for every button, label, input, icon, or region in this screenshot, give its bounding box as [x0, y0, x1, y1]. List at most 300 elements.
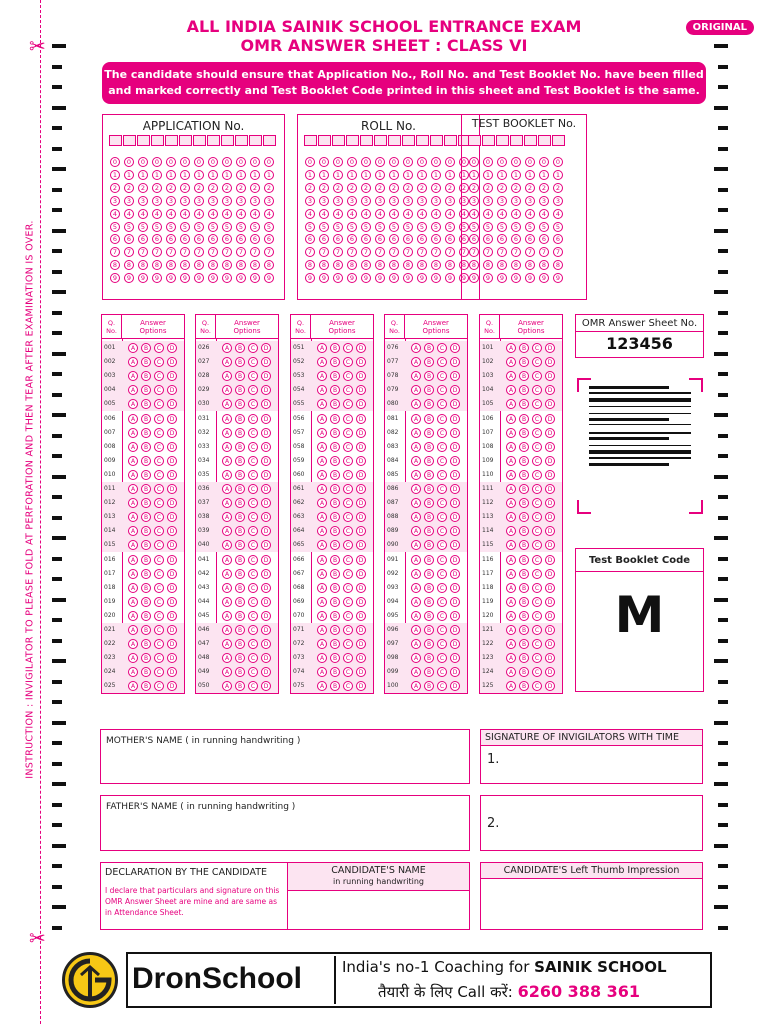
option-bubble-a[interactable]: A — [506, 667, 516, 677]
digit-bubble[interactable]: 5 — [194, 222, 204, 232]
digit-bubble[interactable]: 4 — [166, 209, 176, 219]
option-bubble-b[interactable]: B — [519, 625, 529, 635]
option-bubble-b[interactable]: B — [235, 639, 245, 649]
option-bubble-c[interactable]: C — [154, 498, 164, 508]
option-bubble-c[interactable]: C — [248, 470, 258, 480]
digit-bubble[interactable]: 2 — [445, 183, 455, 193]
option-bubble-d[interactable]: D — [545, 343, 555, 353]
answer-row[interactable] — [102, 665, 184, 679]
digit-bubble[interactable]: 1 — [124, 170, 134, 180]
option-bubble-c[interactable]: C — [532, 470, 542, 480]
option-bubble-d[interactable]: D — [450, 399, 460, 409]
option-bubble-c[interactable]: C — [343, 470, 353, 480]
digit-bubble[interactable]: 3 — [250, 196, 260, 206]
option-bubble-c[interactable]: C — [154, 414, 164, 424]
option-bubble-c[interactable]: C — [343, 498, 353, 508]
digit-bubble[interactable]: 9 — [497, 273, 507, 283]
option-bubble-b[interactable]: B — [235, 470, 245, 480]
option-bubble-b[interactable]: B — [519, 343, 529, 353]
option-bubble-d[interactable]: D — [261, 470, 271, 480]
digit-entry-cell[interactable] — [538, 135, 551, 146]
answer-row[interactable] — [385, 397, 467, 411]
option-bubble-d[interactable]: D — [167, 681, 177, 691]
option-bubble-c[interactable]: C — [154, 428, 164, 438]
digit-bubble[interactable]: 8 — [539, 260, 549, 270]
digit-bubble[interactable]: 5 — [469, 222, 479, 232]
digit-bubble[interactable]: 0 — [152, 157, 162, 167]
option-bubble-b[interactable]: B — [424, 414, 434, 424]
option-bubble-b[interactable]: B — [330, 414, 340, 424]
digit-bubble[interactable]: 5 — [539, 222, 549, 232]
option-bubble-a[interactable]: A — [506, 498, 516, 508]
option-bubble-a[interactable]: A — [506, 442, 516, 452]
option-bubble-a[interactable]: A — [128, 526, 138, 536]
answer-row[interactable] — [385, 369, 467, 383]
option-bubble-b[interactable]: B — [424, 569, 434, 579]
option-bubble-d[interactable]: D — [261, 583, 271, 593]
option-bubble-a[interactable]: A — [411, 526, 421, 536]
answer-row[interactable] — [291, 397, 373, 411]
option-bubble-c[interactable]: C — [248, 526, 258, 536]
answer-row[interactable] — [196, 482, 278, 496]
option-bubble-a[interactable]: A — [317, 371, 327, 381]
option-bubble-c[interactable]: C — [343, 399, 353, 409]
option-bubble-b[interactable]: B — [424, 611, 434, 621]
answer-column[interactable] — [195, 314, 279, 694]
option-bubble-d[interactable]: D — [356, 625, 366, 635]
answer-row[interactable] — [291, 651, 373, 665]
digit-bubble[interactable]: 4 — [333, 209, 343, 219]
option-bubble-d[interactable]: D — [545, 639, 555, 649]
option-bubble-b[interactable]: B — [330, 653, 340, 663]
digit-bubble[interactable]: 7 — [222, 247, 232, 257]
option-bubble-d[interactable]: D — [167, 540, 177, 550]
option-bubble-a[interactable]: A — [317, 611, 327, 621]
option-bubble-d[interactable]: D — [545, 470, 555, 480]
answer-row[interactable] — [385, 538, 467, 552]
option-bubble-b[interactable]: B — [424, 639, 434, 649]
option-bubble-d[interactable]: D — [261, 399, 271, 409]
digit-bubble[interactable]: 8 — [417, 260, 427, 270]
option-bubble-c[interactable]: C — [248, 611, 258, 621]
digit-bubble[interactable]: 1 — [539, 170, 549, 180]
option-bubble-d[interactable]: D — [450, 357, 460, 367]
option-bubble-d[interactable]: D — [450, 371, 460, 381]
option-bubble-d[interactable]: D — [261, 357, 271, 367]
option-bubble-c[interactable]: C — [532, 583, 542, 593]
answer-row[interactable] — [385, 355, 467, 369]
digit-bubble[interactable]: 7 — [511, 247, 521, 257]
digit-bubble[interactable]: 7 — [347, 247, 357, 257]
option-bubble-a[interactable]: A — [411, 498, 421, 508]
digit-bubble[interactable]: 4 — [483, 209, 493, 219]
digit-bubble[interactable]: 1 — [333, 170, 343, 180]
answer-row[interactable] — [480, 609, 562, 623]
digit-bubble[interactable]: 5 — [497, 222, 507, 232]
answer-row[interactable] — [480, 454, 562, 468]
option-bubble-a[interactable]: A — [317, 625, 327, 635]
option-bubble-b[interactable]: B — [330, 512, 340, 522]
digit-bubble[interactable]: 4 — [431, 209, 441, 219]
digit-bubble[interactable]: 2 — [305, 183, 315, 193]
answer-row[interactable] — [291, 482, 373, 496]
digit-bubble[interactable]: 6 — [138, 234, 148, 244]
option-bubble-c[interactable]: C — [248, 371, 258, 381]
answer-row[interactable] — [102, 679, 184, 693]
option-bubble-d[interactable]: D — [545, 526, 555, 536]
digit-bubble[interactable]: 8 — [250, 260, 260, 270]
answer-row[interactable] — [480, 553, 562, 567]
option-bubble-c[interactable]: C — [532, 512, 542, 522]
digit-bubble[interactable]: 0 — [166, 157, 176, 167]
digit-bubble[interactable]: 3 — [497, 196, 507, 206]
digit-bubble[interactable]: 4 — [124, 209, 134, 219]
answer-row[interactable] — [196, 609, 278, 623]
answer-row[interactable] — [291, 595, 373, 609]
answer-row[interactable] — [291, 468, 373, 482]
option-bubble-a[interactable]: A — [411, 611, 421, 621]
option-bubble-a[interactable]: A — [411, 442, 421, 452]
option-bubble-a[interactable]: A — [317, 653, 327, 663]
option-bubble-d[interactable]: D — [450, 569, 460, 579]
option-bubble-c[interactable]: C — [154, 555, 164, 565]
option-bubble-d[interactable]: D — [450, 456, 460, 466]
digit-bubble[interactable]: 6 — [525, 234, 535, 244]
digit-bubble[interactable]: 0 — [124, 157, 134, 167]
option-bubble-c[interactable]: C — [532, 385, 542, 395]
option-bubble-b[interactable]: B — [141, 540, 151, 550]
option-bubble-b[interactable]: B — [424, 343, 434, 353]
digit-bubble[interactable]: 1 — [497, 170, 507, 180]
option-bubble-a[interactable]: A — [506, 385, 516, 395]
digit-bubble[interactable]: 7 — [469, 247, 479, 257]
answer-row[interactable] — [291, 426, 373, 440]
option-bubble-a[interactable]: A — [506, 526, 516, 536]
option-bubble-c[interactable]: C — [343, 385, 353, 395]
answer-column[interactable] — [290, 314, 374, 694]
option-bubble-b[interactable]: B — [235, 343, 245, 353]
option-bubble-c[interactable]: C — [248, 555, 258, 565]
digit-bubble[interactable]: 6 — [459, 234, 469, 244]
option-bubble-b[interactable]: B — [424, 385, 434, 395]
answer-column[interactable] — [479, 314, 563, 694]
option-bubble-c[interactable]: C — [532, 428, 542, 438]
option-bubble-c[interactable]: C — [154, 385, 164, 395]
option-bubble-a[interactable]: A — [222, 484, 232, 494]
option-bubble-a[interactable]: A — [317, 597, 327, 607]
option-bubble-b[interactable]: B — [519, 653, 529, 663]
option-bubble-a[interactable]: A — [506, 611, 516, 621]
option-bubble-a[interactable]: A — [411, 625, 421, 635]
answer-row[interactable] — [480, 496, 562, 510]
answer-row[interactable] — [480, 426, 562, 440]
option-bubble-b[interactable]: B — [330, 385, 340, 395]
option-bubble-a[interactable]: A — [317, 414, 327, 424]
option-bubble-c[interactable]: C — [248, 597, 258, 607]
option-bubble-d[interactable]: D — [356, 357, 366, 367]
option-bubble-d[interactable]: D — [261, 667, 271, 677]
option-bubble-b[interactable]: B — [141, 597, 151, 607]
digit-bubble[interactable]: 4 — [110, 209, 120, 219]
option-bubble-c[interactable]: C — [437, 428, 447, 438]
option-bubble-c[interactable]: C — [154, 526, 164, 536]
digit-bubble[interactable]: 4 — [152, 209, 162, 219]
option-bubble-b[interactable]: B — [141, 456, 151, 466]
option-bubble-a[interactable]: A — [317, 442, 327, 452]
digit-bubble[interactable]: 1 — [417, 170, 427, 180]
answer-row[interactable] — [102, 454, 184, 468]
option-bubble-c[interactable]: C — [154, 653, 164, 663]
option-bubble-b[interactable]: B — [519, 526, 529, 536]
option-bubble-d[interactable]: D — [167, 498, 177, 508]
digit-bubble[interactable]: 4 — [403, 209, 413, 219]
answer-row[interactable] — [102, 609, 184, 623]
answer-row[interactable] — [385, 665, 467, 679]
option-bubble-c[interactable]: C — [437, 681, 447, 691]
digit-entry-cell[interactable] — [207, 135, 220, 146]
option-bubble-a[interactable]: A — [128, 484, 138, 494]
option-bubble-a[interactable]: A — [128, 470, 138, 480]
digit-bubble[interactable]: 2 — [347, 183, 357, 193]
option-bubble-a[interactable]: A — [222, 583, 232, 593]
answer-row[interactable] — [385, 553, 467, 567]
digit-bubble[interactable]: 5 — [180, 222, 190, 232]
option-bubble-a[interactable]: A — [317, 667, 327, 677]
roll-no-grid[interactable] — [297, 114, 480, 300]
answer-row[interactable] — [196, 341, 278, 355]
option-bubble-b[interactable]: B — [424, 357, 434, 367]
option-bubble-a[interactable]: A — [506, 484, 516, 494]
digit-bubble[interactable]: 6 — [497, 234, 507, 244]
digit-bubble[interactable]: 8 — [497, 260, 507, 270]
option-bubble-a[interactable]: A — [411, 540, 421, 550]
digit-bubble[interactable]: 7 — [431, 247, 441, 257]
digit-bubble[interactable]: 9 — [417, 273, 427, 283]
digit-entry-cell[interactable] — [430, 135, 443, 146]
option-bubble-c[interactable]: C — [154, 639, 164, 649]
digit-bubble[interactable]: 3 — [431, 196, 441, 206]
option-bubble-d[interactable]: D — [450, 681, 460, 691]
option-bubble-d[interactable]: D — [545, 371, 555, 381]
option-bubble-a[interactable]: A — [222, 343, 232, 353]
answer-row[interactable] — [102, 637, 184, 651]
digit-entry-cell[interactable] — [482, 135, 495, 146]
digit-bubble[interactable]: 6 — [361, 234, 371, 244]
option-bubble-c[interactable]: C — [437, 399, 447, 409]
option-bubble-c[interactable]: C — [532, 456, 542, 466]
digit-bubble[interactable]: 6 — [166, 234, 176, 244]
digit-bubble[interactable]: 3 — [539, 196, 549, 206]
digit-bubble[interactable]: 7 — [361, 247, 371, 257]
option-bubble-a[interactable]: A — [222, 597, 232, 607]
option-bubble-d[interactable]: D — [167, 414, 177, 424]
digit-bubble[interactable]: 7 — [138, 247, 148, 257]
answer-row[interactable] — [291, 665, 373, 679]
option-bubble-b[interactable]: B — [141, 611, 151, 621]
option-bubble-d[interactable]: D — [261, 639, 271, 649]
option-bubble-d[interactable]: D — [545, 611, 555, 621]
option-bubble-d[interactable]: D — [167, 625, 177, 635]
option-bubble-d[interactable]: D — [545, 512, 555, 522]
digit-bubble[interactable]: 5 — [431, 222, 441, 232]
option-bubble-b[interactable]: B — [519, 484, 529, 494]
option-bubble-c[interactable]: C — [437, 456, 447, 466]
digit-bubble[interactable]: 3 — [236, 196, 246, 206]
digit-bubble[interactable]: 9 — [511, 273, 521, 283]
digit-entry-cell[interactable] — [360, 135, 373, 146]
option-bubble-b[interactable]: B — [235, 512, 245, 522]
option-bubble-d[interactable]: D — [450, 639, 460, 649]
digit-bubble[interactable]: 2 — [431, 183, 441, 193]
option-bubble-c[interactable]: C — [343, 611, 353, 621]
digit-bubble[interactable]: 5 — [417, 222, 427, 232]
answer-row[interactable] — [480, 623, 562, 637]
option-bubble-c[interactable]: C — [343, 583, 353, 593]
digit-bubble[interactable]: 3 — [305, 196, 315, 206]
option-bubble-d[interactable]: D — [450, 526, 460, 536]
answer-row[interactable] — [385, 440, 467, 454]
option-bubble-a[interactable]: A — [128, 555, 138, 565]
option-bubble-b[interactable]: B — [235, 385, 245, 395]
option-bubble-c[interactable]: C — [532, 343, 542, 353]
digit-bubble[interactable]: 7 — [194, 247, 204, 257]
digit-bubble[interactable]: 6 — [319, 234, 329, 244]
digit-bubble[interactable]: 9 — [138, 273, 148, 283]
digit-entry-cell[interactable] — [123, 135, 136, 146]
digit-bubble[interactable]: 5 — [305, 222, 315, 232]
answer-row[interactable] — [102, 510, 184, 524]
option-bubble-b[interactable]: B — [235, 371, 245, 381]
digit-entry-cell[interactable] — [444, 135, 457, 146]
option-bubble-c[interactable]: C — [248, 498, 258, 508]
option-bubble-b[interactable]: B — [141, 555, 151, 565]
option-bubble-d[interactable]: D — [356, 470, 366, 480]
digit-bubble[interactable]: 0 — [180, 157, 190, 167]
option-bubble-d[interactable]: D — [167, 371, 177, 381]
digit-bubble[interactable]: 0 — [389, 157, 399, 167]
digit-bubble[interactable]: 0 — [483, 157, 493, 167]
digit-bubble[interactable]: 5 — [222, 222, 232, 232]
option-bubble-c[interactable]: C — [154, 484, 164, 494]
option-bubble-c[interactable]: C — [437, 512, 447, 522]
option-bubble-b[interactable]: B — [141, 526, 151, 536]
option-bubble-d[interactable]: D — [545, 399, 555, 409]
digit-bubble[interactable]: 5 — [553, 222, 563, 232]
option-bubble-a[interactable]: A — [128, 681, 138, 691]
option-bubble-d[interactable]: D — [450, 428, 460, 438]
digit-bubble[interactable]: 8 — [194, 260, 204, 270]
answer-row[interactable] — [480, 383, 562, 397]
option-bubble-c[interactable]: C — [343, 639, 353, 649]
digit-bubble[interactable]: 3 — [361, 196, 371, 206]
option-bubble-c[interactable]: C — [154, 681, 164, 691]
option-bubble-d[interactable]: D — [167, 484, 177, 494]
option-bubble-a[interactable]: A — [317, 498, 327, 508]
option-bubble-a[interactable]: A — [411, 639, 421, 649]
digit-bubble[interactable]: 1 — [525, 170, 535, 180]
digit-bubble[interactable]: 9 — [459, 273, 469, 283]
option-bubble-a[interactable]: A — [128, 414, 138, 424]
option-bubble-d[interactable]: D — [545, 442, 555, 452]
digit-bubble[interactable]: 4 — [180, 209, 190, 219]
digit-bubble[interactable]: 1 — [553, 170, 563, 180]
digit-bubble[interactable]: 4 — [511, 209, 521, 219]
digit-bubble[interactable]: 1 — [389, 170, 399, 180]
candidate-name-field[interactable] — [288, 863, 469, 929]
digit-bubble[interactable]: 8 — [511, 260, 521, 270]
option-bubble-a[interactable]: A — [506, 414, 516, 424]
digit-bubble[interactable]: 4 — [417, 209, 427, 219]
option-bubble-c[interactable]: C — [532, 484, 542, 494]
option-bubble-d[interactable]: D — [261, 414, 271, 424]
option-bubble-a[interactable]: A — [411, 512, 421, 522]
option-bubble-d[interactable]: D — [356, 653, 366, 663]
option-bubble-c[interactable]: C — [343, 625, 353, 635]
option-bubble-a[interactable]: A — [128, 357, 138, 367]
option-bubble-d[interactable]: D — [167, 597, 177, 607]
digit-bubble[interactable]: 6 — [431, 234, 441, 244]
option-bubble-c[interactable]: C — [343, 512, 353, 522]
digit-bubble[interactable]: 3 — [483, 196, 493, 206]
digit-bubble[interactable]: 1 — [375, 170, 385, 180]
option-bubble-b[interactable]: B — [141, 639, 151, 649]
digit-bubble[interactable]: 1 — [152, 170, 162, 180]
digit-entry-cell[interactable] — [179, 135, 192, 146]
digit-bubble[interactable]: 2 — [236, 183, 246, 193]
option-bubble-d[interactable]: D — [450, 385, 460, 395]
digit-entry-cell[interactable] — [552, 135, 565, 146]
digit-bubble[interactable]: 5 — [166, 222, 176, 232]
digit-bubble[interactable]: 4 — [539, 209, 549, 219]
option-bubble-b[interactable]: B — [141, 470, 151, 480]
digit-bubble[interactable]: 5 — [208, 222, 218, 232]
digit-bubble[interactable]: 3 — [124, 196, 134, 206]
digit-bubble[interactable]: 0 — [445, 157, 455, 167]
digit-bubble[interactable]: 7 — [553, 247, 563, 257]
option-bubble-d[interactable]: D — [167, 583, 177, 593]
digit-bubble[interactable]: 4 — [138, 209, 148, 219]
digit-bubble[interactable]: 7 — [497, 247, 507, 257]
answer-row[interactable] — [385, 581, 467, 595]
digit-bubble[interactable]: 6 — [124, 234, 134, 244]
option-bubble-a[interactable]: A — [317, 357, 327, 367]
option-bubble-c[interactable]: C — [343, 484, 353, 494]
option-bubble-c[interactable]: C — [437, 484, 447, 494]
option-bubble-b[interactable]: B — [330, 442, 340, 452]
option-bubble-b[interactable]: B — [330, 569, 340, 579]
answer-row[interactable] — [291, 538, 373, 552]
option-bubble-c[interactable]: C — [154, 399, 164, 409]
option-bubble-c[interactable]: C — [248, 625, 258, 635]
invigilator-sign-2[interactable] — [480, 795, 703, 851]
digit-bubble[interactable]: 8 — [208, 260, 218, 270]
answer-row[interactable] — [291, 524, 373, 538]
option-bubble-b[interactable]: B — [424, 540, 434, 550]
digit-bubble[interactable]: 5 — [138, 222, 148, 232]
digit-bubble[interactable]: 7 — [417, 247, 427, 257]
answer-row[interactable] — [102, 426, 184, 440]
option-bubble-a[interactable]: A — [222, 555, 232, 565]
digit-bubble[interactable]: 8 — [319, 260, 329, 270]
option-bubble-c[interactable]: C — [437, 526, 447, 536]
digit-bubble[interactable]: 2 — [469, 183, 479, 193]
digit-bubble[interactable]: 2 — [124, 183, 134, 193]
digit-bubble[interactable]: 0 — [469, 157, 479, 167]
option-bubble-c[interactable]: C — [154, 470, 164, 480]
digit-bubble[interactable]: 3 — [110, 196, 120, 206]
digit-bubble[interactable]: 1 — [264, 170, 274, 180]
answer-row[interactable] — [196, 581, 278, 595]
